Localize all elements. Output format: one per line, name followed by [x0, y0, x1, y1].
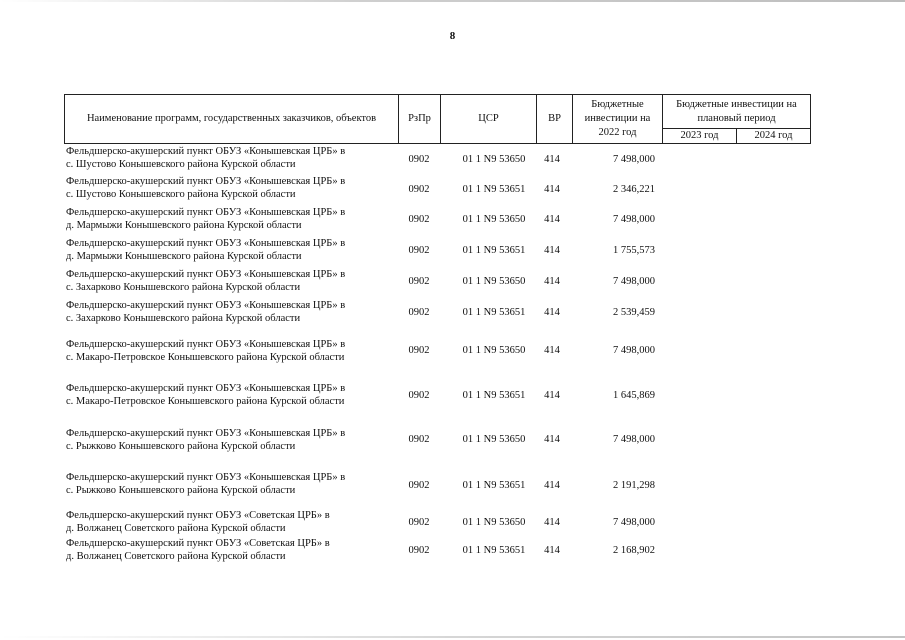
rzpr-cell: 0902: [408, 214, 430, 225]
header-year-2023: 2023 год: [663, 129, 737, 144]
rzpr-cell: 0902: [408, 517, 430, 528]
object-name: Фельдшерско-акушерский пункт ОБУЗ «Конышевская ЦРБ» в с. Шустово Конышевского района Курской области: [66, 176, 346, 200]
amount-cell: 1 755,573: [613, 245, 655, 256]
vr-cell: 414: [544, 276, 560, 287]
object-name: Фельдшерско-акушерский пункт ОБУЗ «Конышевская ЦРБ» в д. Мармыжи Конышевского района Курской области: [66, 207, 346, 231]
csr-cell: 01 1 N9 53651: [462, 545, 526, 556]
amount-cell: 7 498,000: [613, 345, 655, 356]
amount-cell: 2 168,902: [613, 545, 655, 556]
csr-cell: 01 1 N9 53651: [462, 307, 526, 318]
object-name: Фельдшерско-акушерский пункт ОБУЗ «Конышевская ЦРБ» в с. Макаро-Петровское Конышевского района Курской области: [66, 339, 346, 363]
object-name: Фельдшерско-акушерский пункт ОБУЗ «Советская ЦРБ» в д. Волжанец Советского района Курской области: [66, 510, 330, 534]
amount-cell: 7 498,000: [613, 434, 655, 445]
csr-cell: 01 1 N9 53651: [462, 390, 526, 401]
rzpr-cell: 0902: [408, 184, 430, 195]
rzpr-cell: 0902: [408, 545, 430, 556]
scan-edge-bottom: [0, 636, 905, 638]
rzpr-cell: 0902: [408, 245, 430, 256]
object-name: Фельдшерско-акушерский пункт ОБУЗ «Конышевская ЦРБ» в с. Рыжково Конышевского района Курской области: [66, 428, 346, 452]
csr-cell: 01 1 N9 53650: [462, 214, 526, 225]
header-vr: ВР: [537, 95, 573, 144]
table-header: [64, 94, 811, 144]
csr-cell: 01 1 N9 53650: [462, 434, 526, 445]
vr-cell: 414: [544, 307, 560, 318]
rzpr-cell: 0902: [408, 154, 430, 165]
vr-cell: 414: [544, 390, 560, 401]
vr-cell: 414: [544, 184, 560, 195]
amount-cell: 2 346,221: [613, 184, 655, 195]
vr-cell: 414: [544, 434, 560, 445]
vr-cell: 414: [544, 517, 560, 528]
rzpr-cell: 0902: [408, 307, 430, 318]
amount-cell: 7 498,000: [613, 517, 655, 528]
amount-cell: 1 645,869: [613, 390, 655, 401]
csr-cell: 01 1 N9 53650: [462, 345, 526, 356]
csr-cell: 01 1 N9 53650: [462, 276, 526, 287]
scan-edge-top: [0, 0, 905, 2]
object-name: Фельдшерско-акушерский пункт ОБУЗ «Конышевская ЦРБ» в с. Захарково Конышевского района Курской области: [66, 300, 346, 324]
object-name: Фельдшерско-акушерский пункт ОБУЗ «Советская ЦРБ» в д. Волжанец Советского района Курской области: [66, 538, 330, 562]
amount-cell: 7 498,000: [613, 214, 655, 225]
rzpr-cell: 0902: [408, 480, 430, 491]
object-name: Фельдшерско-акушерский пункт ОБУЗ «Конышевская ЦРБ» в д. Мармыжи Конышевского района Курской области: [66, 238, 346, 262]
amount-cell: 7 498,000: [613, 154, 655, 165]
vr-cell: 414: [544, 480, 560, 491]
object-name: Фельдшерско-акушерский пункт ОБУЗ «Конышевская ЦРБ» в с. Шустово Конышевского района Курской области: [66, 146, 346, 170]
header-rzpr: РзПр: [399, 95, 441, 144]
amount-cell: 7 498,000: [613, 276, 655, 287]
amount-cell: 2 539,459: [613, 307, 655, 318]
header-csr: ЦСР: [441, 95, 537, 144]
vr-cell: 414: [544, 214, 560, 225]
csr-cell: 01 1 N9 53650: [462, 154, 526, 165]
object-name: Фельдшерско-акушерский пункт ОБУЗ «Конышевская ЦРБ» в с. Макаро-Петровское Конышевского района Курской области: [66, 383, 346, 407]
header-planned-period: Бюджетные инвестиции на плановый период: [663, 95, 811, 129]
csr-cell: 01 1 N9 53651: [462, 480, 526, 491]
vr-cell: 414: [544, 545, 560, 556]
header-year-2024: 2024 год: [737, 129, 811, 144]
rzpr-cell: 0902: [408, 276, 430, 287]
header-investments-2022: Бюджетные инвестиции на 2022 год: [573, 95, 663, 144]
vr-cell: 414: [544, 345, 560, 356]
csr-cell: 01 1 N9 53651: [462, 184, 526, 195]
page-number: 8: [449, 30, 456, 42]
vr-cell: 414: [544, 154, 560, 165]
amount-cell: 2 191,298: [613, 480, 655, 491]
rzpr-cell: 0902: [408, 390, 430, 401]
vr-cell: 414: [544, 245, 560, 256]
rzpr-cell: 0902: [408, 345, 430, 356]
rzpr-cell: 0902: [408, 434, 430, 445]
object-name: Фельдшерско-акушерский пункт ОБУЗ «Конышевская ЦРБ» в с. Рыжково Конышевского района Курской области: [66, 472, 346, 496]
csr-cell: 01 1 N9 53651: [462, 245, 526, 256]
header-name: Наименование программ, государственных заказчиков, объектов: [65, 95, 399, 144]
object-name: Фельдшерско-акушерский пункт ОБУЗ «Конышевская ЦРБ» в с. Захарково Конышевского района Курской области: [66, 269, 346, 293]
csr-cell: 01 1 N9 53650: [462, 517, 526, 528]
